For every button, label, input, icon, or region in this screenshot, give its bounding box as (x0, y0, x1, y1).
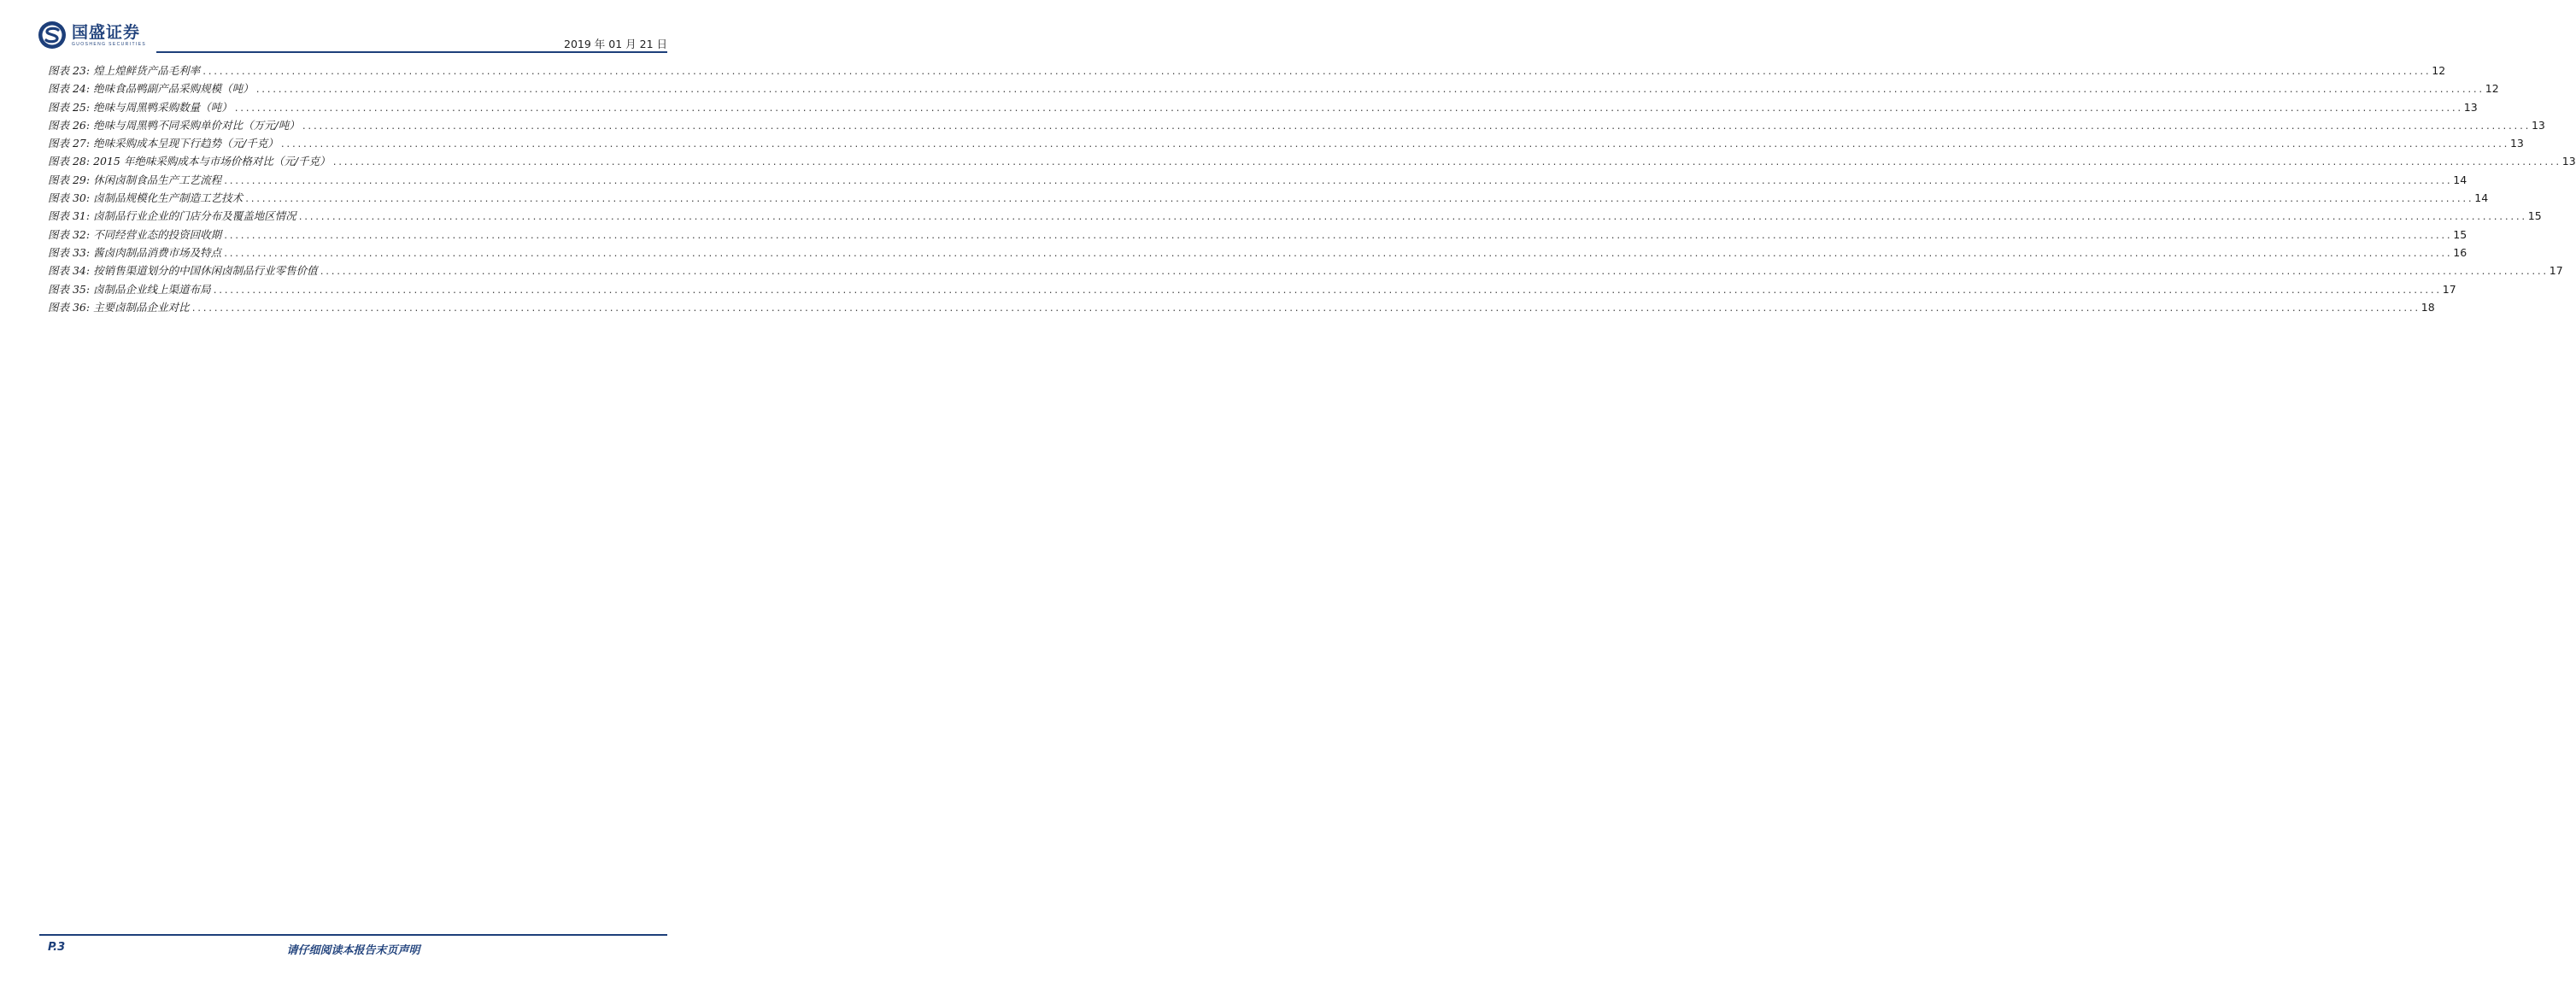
page-number: P.3 (48, 941, 66, 954)
toc-entry-title: 图表 25: 绝味与周黑鸭采购数量（吨） (48, 100, 232, 114)
toc-entry-title: 图表 28: 2015 年绝味采购成本与市场价格对比（元/千克） (48, 155, 331, 168)
toc-dot-leader: ................................................................................................................................................................................................................................................................................................................................................................................................................ (319, 267, 2548, 278)
toc-entry[interactable] (48, 62, 2446, 79)
toc-entry-page: 15 (2453, 227, 2467, 241)
company-logo (38, 21, 146, 50)
toc-entry-page: 15 (2527, 209, 2542, 223)
toc-dot-leader: ................................................................................................................................................................................................................................................................................................................................................................................................................ (223, 249, 2452, 259)
toc-entry-page: 12 (2485, 82, 2499, 96)
toc-entry-page: 13 (2463, 100, 2478, 114)
toc-dot-leader: ................................................................................................................................................................................................................................................................................................................................................................................................................ (297, 213, 2526, 223)
toc-entry-page: 17 (2549, 264, 2563, 278)
toc-entry-title: 图表 27: 绝味采购成本呈现下行趋势（元/千克） (48, 137, 279, 150)
toc-dot-leader: ................................................................................................................................................................................................................................................................................................................................................................................................................ (212, 285, 2441, 296)
toc-entry-page: 14 (2453, 173, 2467, 186)
toc-entry-page: 13 (2561, 155, 2576, 168)
toc-entry[interactable] (48, 98, 2478, 116)
toc-entry[interactable] (48, 262, 2563, 279)
guosheng-logo-icon (38, 21, 67, 50)
toc-entry-title: 图表 29: 休闲卤制食品生产工艺流程 (48, 173, 222, 186)
toc-entry[interactable] (48, 207, 2542, 225)
toc-dot-leader: ................................................................................................................................................................................................................................................................................................................................................................................................................ (191, 303, 2420, 314)
logo-subtitle: GUOSHENG SECURITIES (72, 41, 147, 47)
toc-entry-page: 18 (2421, 300, 2435, 314)
toc-entry-page: 14 (2474, 191, 2489, 205)
toc-entry-title: 图表 36: 主要卤制品企业对比 (48, 300, 190, 314)
toc-entry[interactable] (48, 244, 2467, 262)
toc-entry[interactable] (48, 152, 2576, 170)
logo-name: 国盛证券 (72, 22, 141, 42)
toc-dot-leader: ................................................................................................................................................................................................................................................................................................................................................................................................................ (223, 176, 2452, 186)
toc-entry[interactable] (48, 134, 2524, 152)
toc-dot-leader: ................................................................................................................................................................................................................................................................................................................................................................................................................ (301, 121, 2530, 132)
toc-dot-leader: ................................................................................................................................................................................................................................................................................................................................................................................................................ (244, 195, 2473, 205)
toc-dot-leader: ................................................................................................................................................................................................................................................................................................................................................................................................................ (202, 68, 2431, 77)
toc-entry[interactable] (48, 298, 2435, 316)
toc-dot-leader: ................................................................................................................................................................................................................................................................................................................................................................................................................ (332, 158, 2561, 168)
toc-entry[interactable] (48, 189, 2489, 207)
toc-entry-page: 17 (2442, 282, 2456, 296)
toc-entry-title: 图表 30: 卤制品规模化生产制造工艺技术 (48, 191, 244, 205)
toc-dot-leader: ................................................................................................................................................................................................................................................................................................................................................................................................................ (223, 231, 2452, 241)
toc-dot-leader: ................................................................................................................................................................................................................................................................................................................................................................................................................ (233, 103, 2462, 114)
toc-entry[interactable] (48, 79, 2499, 97)
toc-entry-title: 图表 31: 卤制品行业企业的门店分布及覆盖地区情况 (48, 209, 296, 223)
toc-entry-page: 13 (2531, 118, 2545, 132)
disclaimer-note: 请仔细阅读本报告末页声明 (286, 944, 420, 957)
toc-entry[interactable] (48, 116, 2545, 134)
toc-entry-page: 13 (2509, 137, 2524, 150)
toc-entry-title: 图表 34: 按销售渠道划分的中国休闲卤制品行业零售价值 (48, 264, 318, 278)
figure-list (48, 62, 2576, 316)
report-date: 2019 年 01 月 21 日 (564, 38, 667, 50)
toc-entry[interactable] (48, 280, 2456, 298)
toc-entry[interactable] (48, 226, 2467, 244)
toc-entry-page: 16 (2453, 245, 2467, 259)
toc-dot-leader: ................................................................................................................................................................................................................................................................................................................................................................................................................ (279, 140, 2509, 150)
toc-entry-title: 图表 33: 酱卤肉制品消费市场及特点 (48, 245, 222, 259)
toc-entry-title: 图表 23: 煌上煌鲜货产品毛利率 (48, 64, 201, 77)
toc-entry-page: 12 (2432, 64, 2446, 77)
toc-entry-title: 图表 24: 绝味食品鸭副产品采购规模（吨） (48, 82, 254, 96)
toc-dot-leader: ................................................................................................................................................................................................................................................................................................................................................................................................................ (255, 85, 2484, 96)
toc-entry-title: 图表 32: 不同经营业态的投资回收期 (48, 227, 222, 241)
footer-divider (39, 934, 667, 936)
toc-entry-title: 图表 35: 卤制品企业线上渠道布局 (48, 282, 211, 296)
toc-entry-title: 图表 26: 绝味与周黑鸭不同采购单价对比（万元/吨） (48, 118, 300, 132)
header-divider (156, 51, 667, 53)
toc-entry[interactable] (48, 171, 2467, 189)
